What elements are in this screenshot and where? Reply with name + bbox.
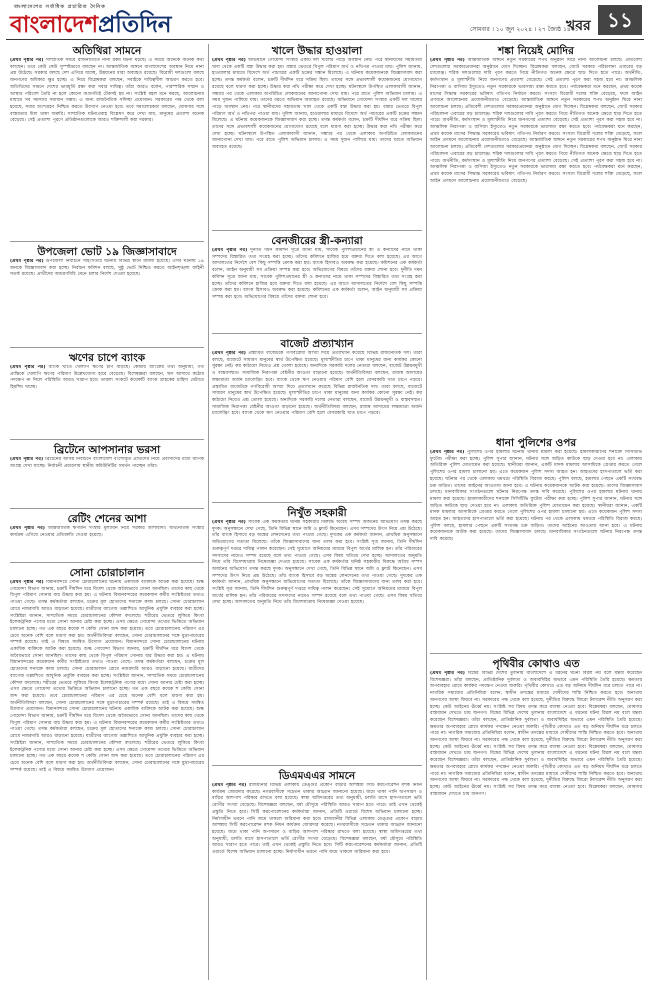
article-lead: (প্রথম পৃষ্ঠার পর) bbox=[212, 248, 248, 253]
article-divider bbox=[10, 241, 204, 242]
article-guests bbox=[10, 58, 204, 238]
article-body: প্রস্তাবিত বাজেটকে গণবিরোধী আখ্যা দিয়ে প্রত্যাখ্যান করেছে বিভিন্ন রাজনৈতিক দল। তারা বলছে, বাজেটে সাধারণ মানুষের স্বার্থ উপেক্ষিত হয়েছে। মূল্যস্ফীতির চাপে থাকা মানুষের জন্য কার্যকর কোনো সুরক্ষা নেই। কর কাঠামো নিয়েও প্রশ্ন তোলা হয়েছে। অন্যদিকে সরকারি দলের নেতারা বলছেন, বাজেট উন্নয়নমুখী ও বাস্তবসম্মত। সামাজিক নিরাপত্তা বেষ্টনীর আওতা বাড়ানো হয়েছে। অর্থনীতিবিদরা বলছেন, রাজস্ব আদায়ের লক্ষ্যমাত্রা অর্জন চ্যালেঞ্জিং হবে। ব্যাংক থেকে ঋণ নেওয়ার পরিমাণ বেশি হলে বেসরকারি খাত চাপে পড়বে। bbox=[212, 351, 422, 383]
article-divider bbox=[430, 653, 642, 654]
article-divider bbox=[212, 765, 422, 766]
article-body: সাম্প্রতিক সময়ে রাজনীতিতে নানা রকম ঘটনা ঘটছে। এ সময়ে অনেকে অনেক কথা বলছেন। তবে কেউ কেউ সুস্পষ্টভাবে বলছেন না। আন্তর্জাতিক অঙ্গনে বাংলাদেশের অবস্থান নিয়ে নানা প্রশ্ন উঠেছে। সরকার বলছে দেশ এগিয়ে যাচ্ছে, উন্নয়নের ধারা অব্যাহত রয়েছে। বিরোধী দলগুলো বলছে জনগণের অধিকার ক্ষুণ্ণ হচ্ছে। এ নিয়ে বিশ্লেষকরা বলছেন, সবাইকে দায়িত্বশীল আচরণ করতে হবে। অতিথিদের সামনে দেশের ভাবমূর্তি রক্ষা করা সবার দায়িত্ব। তাঁরা আরও বলেন, পারস্পরিক সম্মান ও আস্থার পরিবেশ তৈরি না হলে কোনো অগ্রগতিই টেকসই হয় না। সংশ্লিষ্ট মহল মনে করছে, আলোচনার মাধ্যমে সব সমস্যার সমাধান সম্ভব। এ জন্য রাজনৈতিক সদিচ্ছা প্রয়োজন। সরকারের পক্ষ থেকে বলা হয়েছে, সবার অংশগ্রহণ নিশ্চিত করতে উদ্যোগ নেওয়া হবে। তবে সমালোচকরা বলছেন, ঘোষণার সঙ্গে বাস্তবতার মিল থাকা জরুরি। সাম্প্রতিক ঘটনাপ্রবাহ বিশ্লেষণ করে দেখা যায়, মানুষের প্রত্যাশা অনেক বেড়েছে। সেই প্রত্যাশা পূরণে প্রতিষ্ঠানগুলোকে আরও শক্তিশালী করা দরকার। bbox=[10, 58, 204, 124]
article-body: আন্তর্জাতিক অঙ্গনে নতুন সরকারের শপথ অনুষ্ঠান ঘিরে নানা আলোচনা চলছে। প্রতিবেশী দেশগুলোর সরকারপ্রধানরা অনুষ্ঠানে যোগ দিচ্ছেন। বিশ্লেষকরা বলছেন, জোট সরকার পরিচালনা এবারের বড় চ্যালেঞ্জ। শরিক দলগুলোর দাবি পূরণ করতে গিয়ে নীতিগত অনেক ক্ষেত্রে ছাড় দিতে হতে পারে। অর্থনীতি, কর্মসংস্থান ও মূল্যস্ফীতি নিয়ে জনগণের প্রত্যাশা বেড়েছে। সেই প্রত্যাশা পূরণ করা সহজ হবে না। আঞ্চলিক নিরাপত্তা ও বাণিজ্য ইস্যুতেও নতুন সরকারকে ভারসাম্য রক্ষা করতে হবে। পর্যবেক্ষকরা মনে করছেন, প্রথম কয়েক মাসের সিদ্ধান্ত সরকারের ভবিষ্যৎ গতিপথ নির্ধারণ করবে। সংসদে বিরোধী দলের শক্তি বেড়েছে, ফলে আইন প্রণয়নে আলোচনার প্রয়োজনীয়তাও বেড়েছে। bbox=[430, 98, 642, 144]
headline-benazir[interactable]: বেনজীরের স্ত্রী-কন্যারা bbox=[271, 235, 363, 247]
article-body: উপজেলা নির্বাচনে সহিংসতার ঘটনায় বিভিন্ন স্থানে মামলা হয়েছে। এসব ঘটনায় ১৯ জনকে জিজ্ঞাসাবাদ করা হচ্ছে। নির্বাচন কমিশন বলছে, সুষ্ঠু ভোট নিশ্চিত করতে আইনশৃঙ্খলা বাহিনী সতর্ক রয়েছে। প্রার্থীদের আচরণবিধি মেনে চলার নির্দেশ দেওয়া হয়েছে। bbox=[10, 259, 204, 278]
article-lead: (প্রথম পৃষ্ঠার পর) bbox=[10, 259, 44, 264]
article-lead: (প্রথম পৃষ্ঠার পর) bbox=[10, 580, 44, 585]
article-body: বিশ্বের বিভিন্ন দেশের তুলনায় বাংলাদেশে এ ধরনের ঘটনা বিরল নয় বলে মন্তব্য করেছেন বিশেষজ্ঞরা। তাঁরা বলছেন, প্রাতিষ্ঠানিক দুর্বলতা ও জবাবদিহির অভাবে এমন পরিস্থিতি তৈরি হয়েছে। ক্ষমতার অপব্যবহার রোধে কার্যকর পদক্ষেপ নেওয়া জরুরি। পৃথিবীর কোথাও এত বড় অনিয়ম দীর্ঘদিন ধরে চলতে পারে না। নাগরিক সমাজের প্রতিনিধিরা বলেন, স্বাধীন তদন্তের মাধ্যমে দোষীদের শাস্তি নিশ্চিত করতে হবে। অন্যথায় জনগণের আস্থা ফিরবে না। সরকারের পক্ষ থেকে বলা হয়েছে, দুর্নীতির বিরুদ্ধে জিরো টলারেন্স নীতি অনুসরণ করা হচ্ছে। কেউ আইনের ঊর্ধ্বে নয়। সংশ্লিষ্ট সব বিষয় তদন্ত করে ব্যবস্থা নেওয়া হবে। বিশ্লেষকরা বলছেন, ঘোষণার বাস্তবায়ন দেখতে চায় জনগণ। bbox=[430, 751, 642, 797]
article-body: আন্তর্জাতিক অঙ্গনে নতুন সরকারের শপথ অনুষ্ঠান ঘিরে নানা আলোচনা চলছে। প্রতিবেশী দেশগুলোর সরকারপ্রধানরা অনুষ্ঠানে যোগ দিচ্ছেন। বিশ্লেষকরা বলছেন, জোট সরকার পরিচালনা এবারের বড় চ্যালেঞ্জ। শরিক দলগুলোর দাবি পূরণ করতে গিয়ে নীতিগত অনেক ক্ষেত্রে ছাড় দিতে হতে পারে। অর্থনীতি, কর্মসংস্থান ও মূল্যস্ফীতি নিয়ে জনগণের প্রত্যাশা বেড়েছে। সেই প্রত্যাশা পূরণ করা সহজ হবে না। আঞ্চলিক নিরাপত্তা ও বাণিজ্য ইস্যুতেও নতুন সরকারকে ভারসাম্য রক্ষা করতে হবে। পর্যবেক্ষকরা মনে করছেন, প্রথম কয়েক মাসের সিদ্ধান্ত সরকারের ভবিষ্যৎ গতিপথ নির্ধারণ করবে। সংসদে বিরোধী দলের শক্তি বেড়েছে, ফলে আইন প্রণয়নে আলোচনার প্রয়োজনীয়তাও বেড়েছে। bbox=[430, 58, 642, 104]
article-bank bbox=[10, 365, 204, 437]
article-body: বিশ্বের বিভিন্ন দেশের তুলনায় বাংলাদেশে এ ধরনের ঘটনা বিরল নয় বলে মন্তব্য করেছেন বিশেষজ্ঞরা। তাঁরা বলছেন, প্রাতিষ্ঠানিক দুর্বলতা ও জবাবদিহির অভাবে এমন পরিস্থিতি তৈরি হয়েছে। ক্ষমতার অপব্যবহার রোধে কার্যকর পদক্ষেপ নেওয়া জরুরি। পৃথিবীর কোথাও এত বড় অনিয়ম দীর্ঘদিন ধরে চলতে পারে না। নাগরিক সমাজের প্রতিনিধিরা বলেন, স্বাধীন তদন্তের মাধ্যমে দোষীদের শাস্তি নিশ্চিত করতে হবে। অন্যথায় জনগণের আস্থা ফিরবে না। সরকারের পক্ষ থেকে বলা হয়েছে, দুর্নীতির বিরুদ্ধে জিরো টলারেন্স নীতি অনুসরণ করা হচ্ছে। কেউ আইনের ঊর্ধ্বে নয়। সংশ্লিষ্ট সব বিষয় তদন্ত করে ব্যবস্থা নেওয়া হবে। বিশ্লেষকরা বলছেন, ঘোষণার বাস্তবায়ন দেখতে চায় জনগণ। bbox=[430, 711, 642, 757]
article-body: দুর্নীতি দমন কমিশন সূত্রে জানা যায়, সাবেক পুলিশপ্রধানের স্ত্রী ও কন্যাদের নামে থাকা সম্পদের বিস্তারিত তথ্য সংগ্রহ করা হচ্ছে। তাঁদের কমিশনে হাজির হয়ে বক্তব্য দিতে বলা হয়েছে। এর আগে আদালতের নির্দেশে বেশ কিছু সম্পত্তি ক্রোক করা হয়। ব্যাংক হিসাবও অবরুদ্ধ করা হয়েছে। কমিশনের এক কর্মকর্তা বলেন, আইন অনুযায়ী সব প্রক্রিয়া সম্পন্ন করা হবে। অভিযোগের বিষয়ে তাঁদের বক্তব্য শোনা হবে। bbox=[212, 268, 422, 300]
headline-budget[interactable]: বাজেট প্রত্যাখ্যান bbox=[280, 338, 354, 350]
article-britain bbox=[10, 457, 204, 505]
article-body: প্রস্তাবিত বাজেটকে গণবিরোধী আখ্যা দিয়ে প্রত্যাখ্যান করেছে বিভিন্ন রাজনৈতিক দল। তারা বলছে, বাজেটে সাধারণ মানুষের স্বার্থ উপেক্ষিত হয়েছে। মূল্যস্ফীতির চাপে থাকা মানুষের জন্য কার্যকর কোনো সুরক্ষা নেই। কর কাঠামো নিয়েও প্রশ্ন তোলা হয়েছে। অন্যদিকে সরকারি দলের নেতারা বলছেন, বাজেট উন্নয়নমুখী ও বাস্তবসম্মত। সামাজিক নিরাপত্তা বেষ্টনীর আওতা বাড়ানো হয়েছে। অর্থনীতিবিদরা বলছেন, রাজস্ব আদায়ের লক্ষ্যমাত্রা অর্জন চ্যালেঞ্জিং হবে। ব্যাংক থেকে ঋণ নেওয়ার পরিমাণ বেশি হলে বেসরকারি খাত চাপে পড়বে। bbox=[212, 384, 422, 417]
headline-bank[interactable]: ঋণের চাপে ব্যাংক bbox=[68, 352, 146, 364]
article-lead: (প্রথম পৃষ্ঠার পর) bbox=[10, 58, 44, 63]
article-body: ব্রিটেনের আসন্ন নির্বাচনে বাংলাদেশি বংশোদ্ভূত প্রার্থীদের নিয়ে প্রবাসীদের মধ্যে ব্যাপক আগ্রহ দেখা যাচ্ছে। নির্বাচনী প্রচারণায় স্থানীয় কমিউনিটির সমর্থন পাচ্ছেন তাঁরা। bbox=[10, 457, 204, 469]
article-body: বিমানবন্দরে সোনা চোরাচালানের ঘটনায় একাধিক ব্যক্তিকে আটক করা হয়েছে। শুল্ক গোয়েন্দা বিভাগ জানায়, চক্রটি দীর্ঘদিন ধরে বিদেশ থেকে অবৈধভাবে সোনা আনছিল। তাদের কাছ থেকে বিপুল পরিমাণ সোনার বার উদ্ধার করা হয়। এ ঘটনায় বিমানবন্দরের কয়েকজন কর্মীর সংশ্লিষ্টতার তথ্যও পাওয়া গেছে। তদন্ত কর্মকর্তারা বলছেন, চক্রের মূল হোতাদের শনাক্তে কাজ চলছে। সোনা চোরাচালান রোধে নজরদারি আরও বাড়ানো হয়েছে। যাত্রীদের ব্যাগেজ তল্লাশিতে আধুনিক প্রযুক্তি ব্যবহার করা হচ্ছে। সংশ্লিষ্টরা জানান, সাম্প্রতিক সময়ে চোরাচালানের কৌশল বদলেছে। শরীরের ভেতরে লুকিয়ে কিংবা ইলেকট্রনিক পণ্যের মধ্যে সোনা আনার চেষ্টা করা হচ্ছে। এসব ক্ষেত্রে গোয়েন্দা তথ্যের ভিত্তিতে অভিযান চালানো হচ্ছে। গত এক বছরে কয়েক শ কেজি সোনা জব্দ করা হয়েছে। তবে চোরাচালানের পরিমাণ এর চেয়ে অনেক বেশি বলে ধারণা করা হয়। অর্থনীতিবিদরা বলছেন, সোনা চোরাচালানের সঙ্গে মুদ্রাপাচারের সম্পর্ক রয়েছে। তাই এ বিষয়ে সমন্বিত উদ্যোগ প্রয়োজন। bbox=[10, 580, 204, 646]
headline-police[interactable]: ধানা পুলিশের ওপর bbox=[495, 437, 577, 449]
article-rating bbox=[10, 526, 204, 560]
article-body: দুর্নীতি দমন কমিশন সূত্রে জানা যায়, সাবেক পুলিশপ্রধানের স্ত্রী ও কন্যাদের নামে থাকা সম্পদের বিস্তারিত তথ্য সংগ্রহ করা হচ্ছে। তাঁদের কমিশনে হাজির হয়ে বক্তব্য দিতে বলা হয়েছে। এর আগে আদালতের নির্দেশে বেশ কিছু সম্পত্তি ক্রোক করা হয়। ব্যাংক হিসাবও অবরুদ্ধ করা হয়েছে। কমিশনের এক কর্মকর্তা বলেন, আইন অনুযায়ী সব প্রক্রিয়া সম্পন্ন করা হবে। অভিযোগের বিষয়ে তাঁদের বক্তব্য শোনা হবে। bbox=[212, 248, 422, 274]
article-body: রাজধানীর বিভিন্ন এলাকায় ডেঙ্গুর প্রকোপ বাড়ার আশঙ্কায় সিটি করপোরেশন মশক নিধন কার্যক্রম জোরদার করেছে। নগরবাসীকে সচেতন থাকার আহ্বান জানানো হয়েছে। জমে থাকা পানি অপসারণ ও বাড়ির আশপাশ পরিষ্কার রাখতে বলা হয়েছে। স্বাস্থ্য অধিদপ্তরের তথ্য অনুযায়ী, চলতি মাসে হাসপাতালে ভর্তি রোগীর সংখ্যা বেড়েছে। বিশেষজ্ঞরা বলছেন, বর্ষা মৌসুমে পরিস্থিতি আরও খারাপ হতে পারে। তাই এখন থেকেই প্রস্তুতি নিতে হবে। সিটি করপোরেশনের কর্মকর্তারা জানান, প্রতিটি ওয়ার্ডে বিশেষ অভিযান চালানো হচ্ছে। নির্মাণাধীন ভবনে পানি জমে থাকলে জরিমানা করা হবে। bbox=[212, 783, 422, 822]
headline-upazila[interactable]: উপজেলা ভোট ১৯ জিজ্ঞাসাবাদে bbox=[37, 246, 177, 258]
article-lead: (প্রথম পৃষ্ঠার পর) bbox=[10, 457, 44, 462]
headline-rating[interactable]: রেটিং শেনের আশা bbox=[67, 513, 147, 525]
masthead bbox=[0, 0, 650, 40]
article-body: আন্তর্জাতিক অঙ্গনে নতুন সরকারের শপথ অনুষ্ঠান ঘিরে নানা আলোচনা চলছে। প্রতিবেশী দেশগুলোর সরকারপ্রধানরা অনুষ্ঠানে যোগ দিচ্ছেন। বিশ্লেষকরা বলছেন, জোট সরকার পরিচালনা এবারের বড় চ্যালেঞ্জ। শরিক দলগুলোর দাবি পূরণ করতে গিয়ে নীতিগত অনেক ক্ষেত্রে ছাড় দিতে হতে পারে। অর্থনীতি, কর্মসংস্থান ও মূল্যস্ফীতি নিয়ে জনগণের প্রত্যাশা বেড়েছে। সেই প্রত্যাশা পূরণ করা সহজ হবে না। আঞ্চলিক নিরাপত্তা ও বাণিজ্য ইস্যুতেও নতুন সরকারকে ভারসাম্য রক্ষা করতে হবে। পর্যবেক্ষকরা মনে করছেন, প্রথম কয়েক মাসের সিদ্ধান্ত সরকারের ভবিষ্যৎ গতিপথ নির্ধারণ করবে। সংসদে বিরোধী দলের শক্তি বেড়েছে, ফলে আইন প্রণয়নে আলোচনার প্রয়োজনীয়তাও বেড়েছে। bbox=[430, 138, 642, 184]
article-body: বিশ্বের বিভিন্ন দেশের তুলনায় বাংলাদেশে এ ধরনের ঘটনা বিরল নয় বলে মন্তব্য করেছেন বিশেষজ্ঞরা। তাঁরা বলছেন, প্রাতিষ্ঠানিক দুর্বলতা ও জবাবদিহির অভাবে এমন পরিস্থিতি তৈরি হয়েছে। ক্ষমতার অপব্যবহার রোধে কার্যকর পদক্ষেপ নেওয়া জরুরি। পৃথিবীর কোথাও এত বড় অনিয়ম দীর্ঘদিন ধরে চলতে পারে না। নাগরিক সমাজের প্রতিনিধিরা বলেন, স্বাধীন তদন্তের মাধ্যমে দোষীদের শাস্তি নিশ্চিত করতে হবে। অন্যথায় জনগণের আস্থা ফিরবে না। সরকারের পক্ষ থেকে বলা হয়েছে, দুর্নীতির বিরুদ্ধে জিরো টলারেন্স নীতি অনুসরণ করা হচ্ছে। কেউ আইনের ঊর্ধ্বে নয়। সংশ্লিষ্ট সব বিষয় তদন্ত করে ব্যবস্থা নেওয়া হবে। বিশ্লেষকরা বলছেন, ঘোষণার বাস্তবায়ন দেখতে চায় জনগণ। bbox=[430, 671, 642, 717]
headline-dmp[interactable]: ডিএমএএর সামনে bbox=[278, 770, 356, 782]
article-lead: (প্রথম পৃষ্ঠার পর) bbox=[10, 365, 46, 370]
article-body: অভিযানে গোয়েন্দা সংস্থার একটি দল খালের পাড়ে অবস্থান নেয়। পরে স্থানীয়দের সহায়তায় খাল থেকে একটি বস্তা উদ্ধার করা হয়। বস্তার ভেতরে বিপুল পরিমাণ অর্থ ও নথিপত্র পাওয়া যায়। পুলিশ জানায়, হাওয়ালার মাধ্যমে বিদেশে অর্থ পাচারের একটি চক্রের সন্ধান মিলেছে। এ ঘটনায় কয়েকজনকে জিজ্ঞাসাবাদ করা হচ্ছে। তদন্ত কর্মকর্তা বলেন, চক্রটি দীর্ঘদিন ধরে সক্রিয় ছিল। তাদের সঙ্গে প্রভাবশালী কয়েকজনের যোগাযোগ রয়েছে বলে ধারণা করা হচ্ছে। উদ্ধার করা নথি পরীক্ষা করে দেখা হচ্ছে। ঘটনাস্থলে উপস্থিত এলাকাবাসী জানান, সন্ধ্যার পর থেকে এলাকায় অপরিচিত লোকজনের আনাগোনা দেখা যায়। পরে রাতে পুলিশ অভিযান চালায়। এ সময় দুজন পালিয়ে যায়। তাদের ধরতে অভিযান অব্যাহত রয়েছে। bbox=[212, 58, 422, 104]
article-body: বিমানবন্দরে সোনা চোরাচালানের ঘটনায় একাধিক ব্যক্তিকে আটক করা হয়েছে। শুল্ক গোয়েন্দা বিভাগ জানায়, চক্রটি দীর্ঘদিন ধরে বিদেশ থেকে অবৈধভাবে সোনা আনছিল। তাদের কাছ থেকে বিপুল পরিমাণ সোনার বার উদ্ধার করা হয়। এ ঘটনায় বিমানবন্দরের কয়েকজন কর্মীর সংশ্লিষ্টতার তথ্যও পাওয়া গেছে। তদন্ত কর্মকর্তারা বলছেন, চক্রের মূল হোতাদের শনাক্তে কাজ চলছে। সোনা চোরাচালান রোধে নজরদারি আরও বাড়ানো হয়েছে। যাত্রীদের ব্যাগেজ তল্লাশিতে আধুনিক প্রযুক্তি ব্যবহার করা হচ্ছে। সংশ্লিষ্টরা জানান, সাম্প্রতিক সময়ে চোরাচালানের কৌশল বদলেছে। শরীরের ভেতরে লুকিয়ে কিংবা ইলেকট্রনিক পণ্যের মধ্যে সোনা আনার চেষ্টা করা হচ্ছে। এসব ক্ষেত্রে গোয়েন্দা তথ্যের ভিত্তিতে অভিযান চালানো হচ্ছে। গত এক বছরে কয়েক শ কেজি সোনা জব্দ করা হয়েছে। তবে চোরাচালানের পরিমাণ এর চেয়ে অনেক বেশি বলে ধারণা করা হয়। অর্থনীতিবিদরা বলছেন, সোনা চোরাচালানের সঙ্গে মুদ্রাপাচারের সম্পর্ক রয়েছে। তাই এ বিষয়ে সমন্বিত উদ্যোগ প্রয়োজন। bbox=[10, 640, 204, 713]
article-hawala bbox=[212, 58, 422, 228]
article-lead: (প্রথম পৃষ্ঠার পর) bbox=[430, 58, 465, 63]
article-lead: (প্রথম পৃষ্ঠার পর) bbox=[212, 520, 246, 525]
headline-gold[interactable]: সোনা চোরাচালান bbox=[69, 567, 145, 579]
article-budget bbox=[212, 351, 422, 499]
article-dmp bbox=[212, 783, 422, 978]
section-label: খবর bbox=[566, 18, 591, 34]
article-divider bbox=[212, 230, 422, 231]
headline-modi[interactable]: শঙ্কা নিয়েই মোদির bbox=[498, 45, 574, 57]
headline-britain[interactable]: ব্রিটেনে আপসানার ভরসা bbox=[53, 444, 161, 456]
article-divider bbox=[10, 508, 204, 509]
article-lead: (প্রথম পৃষ্ঠার পর) bbox=[430, 450, 465, 455]
article-gold bbox=[10, 580, 204, 978]
article-divider bbox=[10, 562, 204, 563]
article-body: রাজধানীর বিভিন্ন এলাকায় ডেঙ্গুর প্রকোপ বাড়ার আশঙ্কায় সিটি করপোরেশন মশক নিধন কার্যক্রম জোরদার করেছে। নগরবাসীকে সচেতন থাকার আহ্বান জানানো হয়েছে। জমে থাকা পানি অপসারণ ও বাড়ির আশপাশ পরিষ্কার রাখতে বলা হয়েছে। স্বাস্থ্য অধিদপ্তরের তথ্য অনুযায়ী, চলতি মাসে হাসপাতালে ভর্তি রোগীর সংখ্যা বেড়েছে। বিশেষজ্ঞরা বলছেন, বর্ষা মৌসুমে পরিস্থিতি আরও খারাপ হতে পারে। তাই এখন থেকেই প্রস্তুতি নিতে হবে। সিটি করপোরেশনের কর্মকর্তারা জানান, প্রতিটি ওয়ার্ডে বিশেষ অভিযান চালানো হচ্ছে। নির্মাণাধীন ভবনে পানি জমে থাকলে জরিমানা করা হবে। bbox=[212, 816, 422, 856]
article-assistant bbox=[212, 520, 422, 762]
article-body: সাবেক এক কর্মকর্তার ঘনিষ্ঠ সহকারীর বিরুদ্ধে অবৈধ সম্পদ অর্জনের অভিযোগ তদন্ত করছে দুদক। অনুসন্ধানে দেখা গেছে, তিনি বিভিন্ন স্থানে জমি ও ফ্ল্যাট কিনেছেন। এসব সম্পদের উৎস নিয়ে প্রশ্ন উঠেছে। তাঁর ব্যাংক হিসাবে বড় অঙ্কের লেনদেনের তথ্য পাওয়া গেছে। দুদকের এক কর্মকর্তা জানান, প্রাথমিক অনুসন্ধানে অভিযোগের সত্যতা মিলেছে। তাঁকে জিজ্ঞাসাবাদের জন্য তলব করা হবে। সংশ্লিষ্ট সূত্র জানায়, তিনি দীর্ঘদিন গুরুত্বপূর্ণ দপ্তরে দায়িত্ব পালন করেছেন। সেই সুযোগে অনিয়মের মাধ্যমে বিপুল অর্থের মালিক হন। তাঁর পরিবারের সদস্যদের নামেও সম্পদ রয়েছে বলে তথ্য পাওয়া গেছে। এসব বিষয় খতিয়ে দেখা হচ্ছে। আদালতের অনুমতি নিয়ে তাঁর বিদেশযাত্রায় নিষেধাজ্ঞা দেওয়া হয়েছে। bbox=[212, 520, 422, 566]
article-benazir bbox=[212, 248, 422, 330]
article-divider bbox=[10, 439, 204, 440]
article-lead: (প্রথম পৃষ্ঠার পর) bbox=[212, 351, 246, 356]
article-police bbox=[430, 450, 642, 650]
masthead-divider bbox=[6, 39, 644, 40]
article-lead: (প্রথম পৃষ্ঠার পর) bbox=[430, 671, 465, 676]
article-divider bbox=[212, 333, 422, 334]
article-body: ব্যাংক খাতে খেলাপি ঋণের চাপ বাড়ছে। কেন্দ্রীয় ব্যাংকের তথ্য অনুযায়ী, গত প্রান্তিকে খেলাপি ঋণের পরিমাণ উল্লেখযোগ্য হারে বেড়েছে। বিশেষজ্ঞরা বলছেন, ঋণ আদায়ে কঠোর পদক্ষেপ না নিলে পরিস্থিতি আরও খারাপ হবে। তারল্য সংকটে কয়েকটি ব্যাংক গ্রাহকের চাহিদা মেটাতে হিমশিম খাচ্ছে। bbox=[10, 365, 204, 391]
article-divider bbox=[212, 502, 422, 503]
dateline: সোমবার । ১০ জুন ২০২৪ । ২৭ জ্যৈষ্ঠ ১৪৩১ bbox=[470, 26, 579, 33]
headline-world[interactable]: পৃথিবীর কোথাও এত bbox=[492, 658, 580, 670]
article-body: পুলিশের ওপর হামলার ঘটনায় থানায় মামলা করা হয়েছে। হামলাকারীদের শনাক্তে সিসিটিভি ফুটেজ পরীক্ষা করা হচ্ছে। পুলিশ সুপার জানান, ঘটনার সঙ্গে জড়িত কাউকে ছাড় দেওয়া হবে না। এলাকায় অতিরিক্ত পুলিশ মোতায়েন করা হয়েছে। স্থানীয়রা জানান, একটি মাদক মামলার আসামিকে গ্রেপ্তার করতে গেলে পুলিশের ওপর হামলা চালানো হয়। এতে কয়েকজন পুলিশ সদস্য আহত হন। আহতদের হাসপাতালে ভর্তি করা হয়েছে। ঘটনার পর থেকে এলাকায় থমথমে পরিস্থিতি বিরাজ করছে। পুলিশ বলছে, হামলার পেছনে একটি সংঘবদ্ধ চক্র জড়িত। তাদের আইনের আওতায় আনা হবে। এ ঘটনায় কয়েকজনকে আটক করা হয়েছে। তাদের জিজ্ঞাসাবাদ চলছে। মানবাধিকার সংগঠনগুলো ঘটনার নিরপেক্ষ তদন্ত দাবি করেছে। bbox=[430, 450, 642, 496]
article-lead: (প্রথম পৃষ্ঠার পর) bbox=[212, 58, 246, 63]
column-divider bbox=[426, 44, 427, 980]
article-modi bbox=[430, 58, 642, 432]
headline-guests[interactable]: অতিথিরা সামনে bbox=[72, 45, 142, 57]
headline-hawala[interactable]: খালে উদ্ধার হাওয়ালা bbox=[271, 45, 363, 57]
article-world bbox=[430, 671, 642, 978]
article-body: অভিযানে গোয়েন্দা সংস্থার একটি দল খালের পাড়ে অবস্থান নেয়। পরে স্থানীয়দের সহায়তায় খাল থেকে একটি বস্তা উদ্ধার করা হয়। বস্তার ভেতরে বিপুল পরিমাণ অর্থ ও নথিপত্র পাওয়া যায়। পুলিশ জানায়, হাওয়ালার মাধ্যমে বিদেশে অর্থ পাচারের একটি চক্রের সন্ধান মিলেছে। এ ঘটনায় কয়েকজনকে জিজ্ঞাসাবাদ করা হচ্ছে। তদন্ত কর্মকর্তা বলেন, চক্রটি দীর্ঘদিন ধরে সক্রিয় ছিল। তাদের সঙ্গে প্রভাবশালী কয়েকজনের যোগাযোগ রয়েছে বলে ধারণা করা হচ্ছে। উদ্ধার করা নথি পরীক্ষা করে দেখা হচ্ছে। ঘটনাস্থলে উপস্থিত এলাকাবাসী জানান, সন্ধ্যার পর থেকে এলাকায় অপরিচিত লোকজনের আনাগোনা দেখা যায়। পরে রাতে পুলিশ অভিযান চালায়। এ সময় দুজন পালিয়ে যায়। তাদের ধরতে অভিযান অব্যাহত রয়েছে। bbox=[212, 98, 422, 151]
logo-tagline: বাংলাদেশের সর্বাধিক প্রচারিত দৈনিক bbox=[14, 4, 106, 10]
headline-assistant[interactable]: নিখুঁত সহকারী bbox=[287, 507, 347, 519]
article-divider bbox=[10, 347, 204, 348]
article-body: বিমানবন্দরে সোনা চোরাচালানের ঘটনায় একাধিক ব্যক্তিকে আটক করা হয়েছে। শুল্ক গোয়েন্দা বিভাগ জানায়, চক্রটি দীর্ঘদিন ধরে বিদেশ থেকে অবৈধভাবে সোনা আনছিল। তাদের কাছ থেকে বিপুল পরিমাণ সোনার বার উদ্ধার করা হয়। এ ঘটনায় বিমানবন্দরের কয়েকজন কর্মীর সংশ্লিষ্টতার তথ্যও পাওয়া গেছে। তদন্ত কর্মকর্তারা বলছেন, চক্রের মূল হোতাদের শনাক্তে কাজ চলছে। সোনা চোরাচালান রোধে নজরদারি আরও বাড়ানো হয়েছে। যাত্রীদের ব্যাগেজ তল্লাশিতে আধুনিক প্রযুক্তি ব্যবহার করা হচ্ছে। সংশ্লিষ্টরা জানান, সাম্প্রতিক সময়ে চোরাচালানের কৌশল বদলেছে। শরীরের ভেতরে লুকিয়ে কিংবা ইলেকট্রনিক পণ্যের মধ্যে সোনা আনার চেষ্টা করা হচ্ছে। এসব ক্ষেত্রে গোয়েন্দা তথ্যের ভিত্তিতে অভিযান চালানো হচ্ছে। গত এক বছরে কয়েক শ কেজি সোনা জব্দ করা হয়েছে। তবে চোরাচালানের পরিমাণ এর চেয়ে অনেক বেশি বলে ধারণা করা হয়। অর্থনীতিবিদরা বলছেন, সোনা চোরাচালানের সঙ্গে মুদ্রাপাচারের সম্পর্ক রয়েছে। তাই এ বিষয়ে সমন্বিত উদ্যোগ প্রয়োজন। bbox=[10, 707, 204, 773]
page-number: ১১ bbox=[598, 5, 642, 35]
logo-name-part2: প্রতিদিন bbox=[98, 11, 172, 38]
article-body: আন্তর্জাতিক ঋণমান সংস্থার মূল্যায়ন নিয়ে সরকার আশাবাদী। অর্থনৈতিক সংস্কার কার্যক্রম এগিয়ে নেওয়ার প্রতিশ্রুতি দেওয়া হয়েছে। bbox=[10, 526, 204, 538]
newspaper-logo[interactable] bbox=[10, 4, 172, 38]
article-body: পুলিশের ওপর হামলার ঘটনায় থানায় মামলা করা হয়েছে। হামলাকারীদের শনাক্তে সিসিটিভি ফুটেজ পরীক্ষা করা হচ্ছে। পুলিশ সুপার জানান, ঘটনার সঙ্গে জড়িত কাউকে ছাড় দেওয়া হবে না। এলাকায় অতিরিক্ত পুলিশ মোতায়েন করা হয়েছে। স্থানীয়রা জানান, একটি মাদক মামলার আসামিকে গ্রেপ্তার করতে গেলে পুলিশের ওপর হামলা চালানো হয়। এতে কয়েকজন পুলিশ সদস্য আহত হন। আহতদের হাসপাতালে ভর্তি করা হয়েছে। ঘটনার পর থেকে এলাকায় থমথমে পরিস্থিতি বিরাজ করছে। পুলিশ বলছে, হামলার পেছনে একটি সংঘবদ্ধ চক্র জড়িত। তাদের আইনের আওতায় আনা হবে। এ ঘটনায় কয়েকজনকে আটক করা হয়েছে। তাদের জিজ্ঞাসাবাদ চলছে। মানবাধিকার সংগঠনগুলো ঘটনার নিরপেক্ষ তদন্ত দাবি করেছে। bbox=[430, 490, 642, 543]
article-body: সাবেক এক কর্মকর্তার ঘনিষ্ঠ সহকারীর বিরুদ্ধে অবৈধ সম্পদ অর্জনের অভিযোগ তদন্ত করছে দুদক। অনুসন্ধানে দেখা গেছে, তিনি বিভিন্ন স্থানে জমি ও ফ্ল্যাট কিনেছেন। এসব সম্পদের উৎস নিয়ে প্রশ্ন উঠেছে। তাঁর ব্যাংক হিসাবে বড় অঙ্কের লেনদেনের তথ্য পাওয়া গেছে। দুদকের এক কর্মকর্তা জানান, প্রাথমিক অনুসন্ধানে অভিযোগের সত্যতা মিলেছে। তাঁকে জিজ্ঞাসাবাদের জন্য তলব করা হবে। সংশ্লিষ্ট সূত্র জানায়, তিনি দীর্ঘদিন গুরুত্বপূর্ণ দপ্তরে দায়িত্ব পালন করেছেন। সেই সুযোগে অনিয়মের মাধ্যমে বিপুল অর্থের মালিক হন। তাঁর পরিবারের সদস্যদের নামেও সম্পদ রয়েছে বলে তথ্য পাওয়া গেছে। এসব বিষয় খতিয়ে দেখা হচ্ছে। আদালতের অনুমতি নিয়ে তাঁর বিদেশযাত্রায় নিষেধাজ্ঞা দেওয়া হয়েছে। bbox=[212, 560, 422, 606]
column-divider bbox=[208, 44, 209, 980]
article-lead: (প্রথম পৃষ্ঠার পর) bbox=[212, 783, 247, 788]
logo-name-part1: বাংলাদেশ bbox=[10, 11, 99, 38]
article-upazila bbox=[10, 259, 204, 344]
article-lead: (প্রথম পৃষ্ঠার পর) bbox=[10, 526, 45, 531]
